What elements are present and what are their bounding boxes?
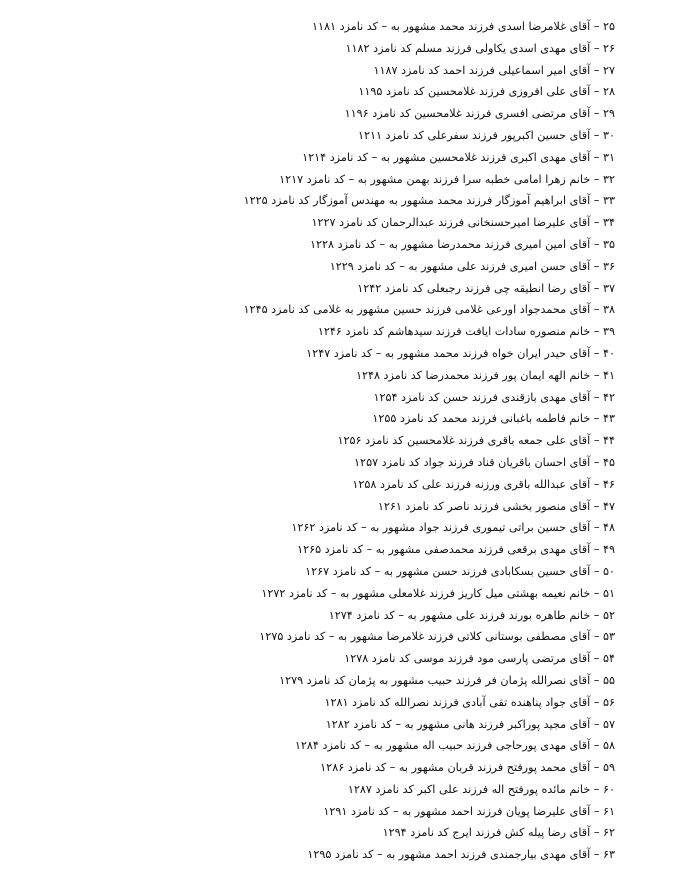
list-item: ۶۳ – آقای مهدی بیارجمندی فرزند احمد مشهور به – کد نامزد ۱۲۹۵: [307, 848, 615, 862]
list-item: ۴۶ – آقای عبدالله باقری ورزنه فرزند علی کد نامزد ۱۲۵۸: [352, 477, 615, 491]
list-item: ۵۲ – خانم طاهره بورند فرزند علی مشهور به – کد نامزد ۱۲۷۴: [328, 608, 615, 622]
list-item: ۵۸ – آقای مهدی پورحاجی فرزند حبیب اله مشهور به – کد نامزد ۱۲۸۴: [294, 739, 615, 753]
list-item: ۲۹ – آقای مرتضی افسری فرزند غلامحسین کد نامزد ۱۱۹۶: [344, 107, 615, 121]
list-item: ۶۲ – آقای رضا پیله کش فرزند ایرج کد نامزد ۱۲۹۴: [382, 826, 615, 840]
list-item: ۵۱ – خانم نعیمه بهشتی میل کاریز فرزند غلامعلی مشهور به – کد نامزد ۱۲۷۲: [261, 586, 615, 600]
list-item: ۴۷ – آقای منصور بخشی فرزند ناصر کد نامزد ۱۲۶۱: [377, 499, 615, 513]
list-item: ۵۴ – آقای مرتضی پارسی مود فرزند موسی کد نامزد ۱۲۷۸: [344, 652, 615, 666]
list-item: ۴۰ – آقای حیدر ایران خواه فرزند محمد مشهور به – کد نامزد ۱۲۴۷: [306, 346, 615, 360]
list-item: ۴۵ – آقای احسان باقریان قناد فرزند جواد کد نامزد ۱۲۵۷: [354, 455, 615, 469]
list-item: ۳۸ – آقای محمدجواد اورعی غلامی فرزند حسین مشهور به غلامی کد نامزد ۱۲۴۵: [243, 303, 615, 317]
list-item: ۶۰ – خانم مائده پورفتح اله فرزند علی اکبر کد نامزد ۱۲۸۷: [347, 782, 615, 796]
list-item: ۵۶ – آقای جواد پناهنده تقی آبادی فرزند نصرالله کد نامزد ۱۲۸۱: [324, 695, 615, 709]
list-item: ۳۲ – خانم زهرا امامی خطبه سرا فرزند بهمن مشهور به – کد نامزد ۱۲۱۷: [279, 172, 615, 186]
list-item: ۳۳ – آقای ابراهیم آموزگار فرزند محمد مشهور به مهندس آموزگار کد نامزد ۱۲۲۵: [243, 194, 615, 208]
list-item: ۶۱ – آقای علیرضا پویان فرزند احمد مشهور به – کد نامزد ۱۲۹۱: [323, 804, 615, 818]
list-item: ۳۰ – آقای حسین اکبرپور فرزند سفرعلی کد نامزد ۱۲۱۱: [357, 128, 615, 142]
list-item: ۴۲ – آقای مهدی بازقندی فرزند حسن کد نامزد ۱۲۵۴: [373, 390, 615, 404]
list-item: ۴۹ – آقای مهدی برقعی فرزند محمدصفی مشهور به – کد نامزد ۱۲۶۵: [297, 543, 615, 557]
list-item: ۳۷ – آقای رضا انطیقه چی فرزند رجبعلی کد نامزد ۱۲۴۲: [357, 281, 615, 295]
list-item: ۴۳ – خانم فاطمه باغبانی فرزند محمد کد نامزد ۱۲۵۵: [372, 412, 615, 426]
list-item: ۵۳ – آقای مصطفی بوستانی کلاتی فرزند غلامرضا مشهور به – کد نامزد ۱۲۷۵: [259, 630, 615, 644]
list-item: ۳۱ – آقای مهدی اکبری فرزند غلامحسین مشهور به – کد نامزد ۱۲۱۴: [302, 150, 615, 164]
list-item: ۵۷ – آقای مجید پوراکبر فرزند هانی مشهور به – کد نامزد ۱۲۸۲: [325, 717, 615, 731]
candidate-list: [0, 16, 615, 866]
list-item: ۵۹ – آقای محمد پورفتح فرزند قربان مشهور به – کد نامزد ۱۲۸۶: [320, 761, 615, 775]
list-item: ۲۵ – آقای غلامرضا اسدی فرزند محمد مشهور به – کد نامزد ۱۱۸۱: [311, 20, 615, 33]
list-item: ۲۶ – آقای مهدی اسدی یکاولی فرزند مسلم کد نامزد ۱۱۸۲: [345, 41, 615, 55]
list-item: ۳۴ – آقای علیرضا امیرحسنخانی فرزند عبدالرحمان کد نامزد ۱۲۲۷: [311, 216, 615, 230]
list-item: ۴۸ – آقای حسین براتی تیموری فرزند جواد مشهور به – کد نامزد ۱۲۶۲: [291, 521, 615, 535]
list-item: ۳۵ – آقای امین امیری فرزند محمدرضا مشهور به – کد نامزد ۱۲۲۸: [309, 237, 615, 251]
list-item: ۳۹ – خانم منصوره سادات ایافت فرزند سیدهاشم کد نامزد ۱۲۴۶: [317, 325, 615, 339]
list-item: ۳۶ – آقای حسن امیری فرزند علی مشهور به – کد نامزد ۱۲۲۹: [329, 259, 615, 273]
list-item: ۴۴ – آقای علی جمعه باقری فرزند غلامحسین کد نامزد ۱۲۵۶: [337, 434, 615, 448]
list-item: ۵۰ – آقای حسین بسکابادی فرزند حسن مشهور به – کد نامزد ۱۲۶۷: [305, 564, 615, 578]
list-item: ۲۷ – آقای امیر اسماعیلی فرزند احمد کد نامزد ۱۱۸۷: [373, 63, 615, 77]
list-item: ۴۱ – خانم الهه ایمان پور فرزند محمدرضا کد نامزد ۱۲۴۸: [355, 368, 615, 382]
list-item: ۲۸ – آقای علی افروزی فرزند غلامحسین کد نامزد ۱۱۹۵: [358, 85, 615, 99]
list-item: ۵۵ – آقای نصرالله پژمان فر فرزند حبیب مشهور به پژمان کد نامزد ۱۲۷۹: [279, 673, 615, 687]
